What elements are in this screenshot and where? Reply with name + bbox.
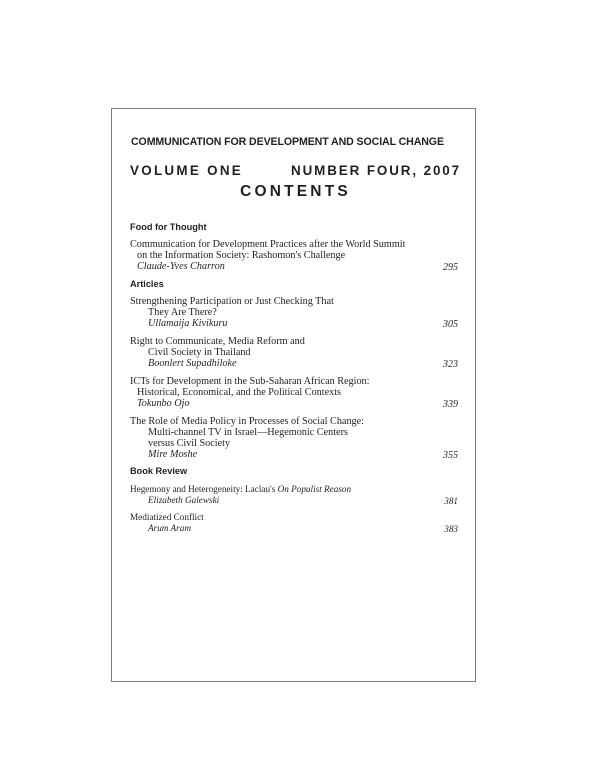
entry-author: Claude-Yves Charron bbox=[137, 261, 225, 272]
journal-title: COMMUNICATION FOR DEVELOPMENT AND SOCIAL CHANGE bbox=[131, 136, 444, 148]
section-title-food-for-thought: Food for Thought bbox=[130, 222, 207, 232]
entry-title-line bbox=[130, 484, 351, 495]
entry-title-line: Mediatized Conflict bbox=[130, 512, 204, 522]
entry-page-number: 295 bbox=[443, 262, 458, 273]
entry-author: Tokunbo Ojo bbox=[137, 398, 190, 409]
entry-page-number: 323 bbox=[443, 359, 458, 370]
volume-issue-row bbox=[130, 163, 461, 183]
entry-title-line: They Are There? bbox=[148, 307, 217, 318]
section-title-book-review: Book Review bbox=[130, 466, 188, 476]
entry-title-line: Right to Communicate, Media Reform and bbox=[130, 336, 305, 347]
entry-page-number: 381 bbox=[444, 496, 458, 506]
entry-title-line: Civil Society in Thailand bbox=[148, 347, 251, 358]
entry-title-line: Communication for Development Practices after the World Summit bbox=[130, 239, 406, 250]
entry-author: Mire Moshe bbox=[148, 449, 198, 460]
entry-title-line: Multi-channel TV in Israel—Hegemonic Centers bbox=[148, 427, 348, 438]
volume-label: VOLUME ONE bbox=[130, 163, 244, 178]
issue-label: NUMBER FOUR, 2007 bbox=[291, 163, 461, 178]
entry-title-text: Hegemony and Heterogeneity: Laclau's bbox=[130, 484, 278, 494]
entry-page-number: 355 bbox=[443, 450, 458, 461]
entry-title-line: on the Information Society: Rashomon's Challenge bbox=[137, 250, 346, 261]
entry-author: Boonlert Supadhiloke bbox=[148, 358, 237, 369]
section-title-articles: Articles bbox=[130, 279, 164, 289]
contents-heading: CONTENTS bbox=[240, 183, 351, 200]
entry-page-number: 339 bbox=[443, 399, 458, 410]
entry-page-number: 383 bbox=[444, 524, 458, 534]
entry-author: Arum Aram bbox=[148, 523, 191, 533]
entry-title-line: Strengthening Participation or Just Checking That bbox=[130, 296, 334, 307]
entry-page-number: 305 bbox=[443, 319, 458, 330]
entry-title-line: versus Civil Society bbox=[148, 438, 231, 449]
entry-title-italic: On Populist Reason bbox=[277, 484, 352, 494]
entry-author: Elizabeth Galewski bbox=[148, 495, 220, 505]
entry-title-line: The Role of Media Policy in Processes of Social Change: bbox=[130, 416, 364, 427]
entry-title-line: Historical, Economical, and the Political Contexts bbox=[137, 387, 341, 398]
entry-title-line: ICTs for Development in the Sub-Saharan African Region: bbox=[130, 376, 370, 387]
entry-author: Ullamaija Kivikuru bbox=[148, 318, 228, 329]
